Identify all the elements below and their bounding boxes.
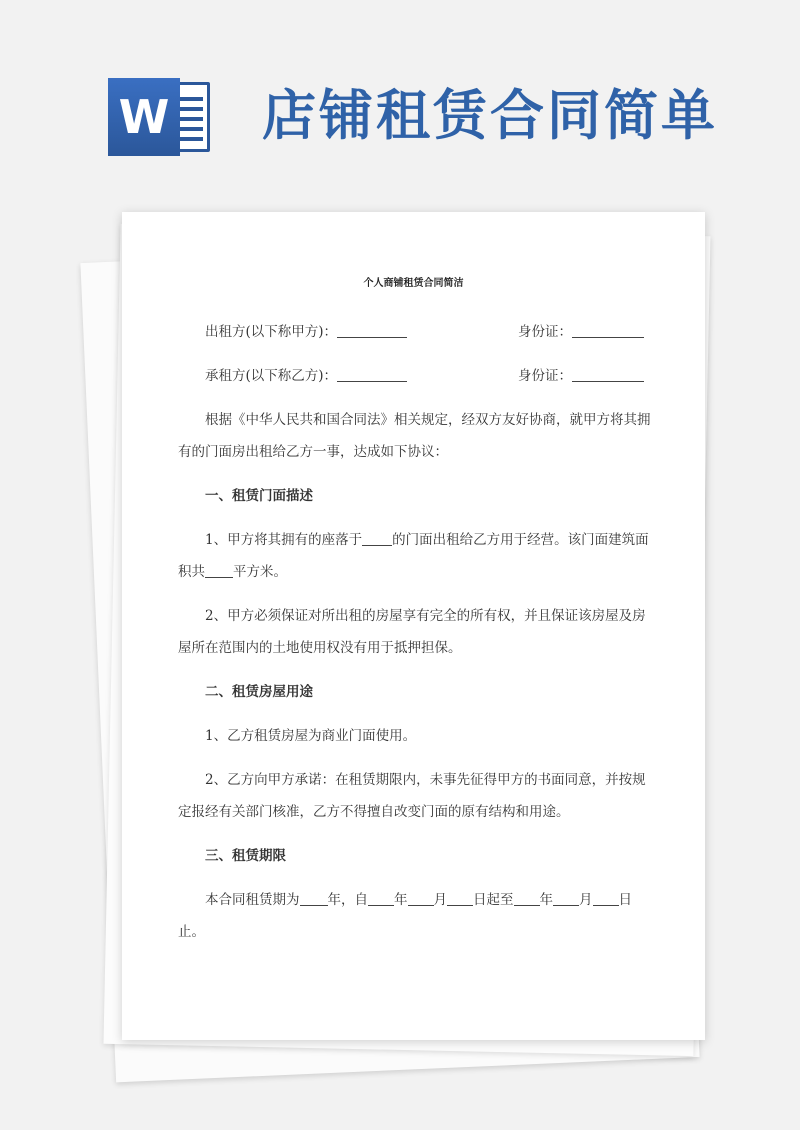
lessor-id [518, 314, 644, 350]
lessee-row [178, 358, 649, 394]
intro-line: 有的门面房出租给乙方一事，达成如下协议： [178, 444, 448, 460]
term-blank [553, 890, 579, 906]
id-label: 身份证： [518, 324, 572, 340]
clause-line: 2、甲方必须保证对所出租的房屋享有完全的所有权，并且保证该房屋及房 [205, 608, 646, 624]
area-blank [205, 562, 233, 578]
section-heading: 一、租赁门面描述 [205, 488, 313, 504]
lessor-label: 出租方(以下称甲方)： [205, 324, 338, 340]
lessor-blank [337, 322, 407, 338]
term-line: 本合同租赁期为 年，自 年 月 日起至 年 月 日 [205, 892, 632, 908]
clause-line: 屋所在范围内的土地使用权没有用于抵押担保。 [178, 640, 462, 656]
clause-line: 积共 平方米。 [178, 564, 287, 580]
lessee-id [518, 358, 644, 394]
lessee-label: 承租方(以下称乙方)： [205, 368, 338, 384]
term-blank [300, 890, 328, 906]
clause-line: 1、乙方租赁房屋为商业门面使用。 [205, 728, 417, 744]
id-label: 身份证： [518, 368, 572, 384]
term-blank [593, 890, 619, 906]
document-page [122, 212, 705, 1040]
clause-line: 1、甲方将其拥有的座落于 的门面出租给乙方用于经营。该门面建筑面 [205, 532, 649, 548]
document-title: 个人商铺租赁合同简洁 [363, 278, 464, 289]
word-document-icon [108, 78, 216, 156]
term-blank [408, 890, 434, 906]
clause-line: 定报经有关部门核准，乙方不得擅自改变门面的原有结构和用途。 [178, 804, 570, 820]
id-blank [572, 366, 644, 382]
clause-line: 2、乙方向甲方承诺：在租赁期限内，未事先征得甲方的书面同意，并按规 [205, 772, 646, 788]
lessor-row [178, 314, 649, 350]
term-line: 止。 [178, 924, 205, 940]
section-heading: 三、租赁期限 [205, 848, 286, 864]
page-title: 店铺租赁合同简单 [262, 84, 718, 147]
term-blank [514, 890, 540, 906]
id-blank [572, 322, 644, 338]
intro-line: 根据《中华人民共和国合同法》相关规定，经双方友好协商，就甲方将其拥 [205, 412, 651, 428]
header [0, 0, 800, 200]
word-logo-letter: W [108, 78, 180, 156]
term-blank [368, 890, 394, 906]
lessee-blank [337, 366, 407, 382]
section-heading: 二、租赁房屋用途 [205, 684, 313, 700]
term-blank [447, 890, 473, 906]
location-blank [362, 530, 392, 546]
